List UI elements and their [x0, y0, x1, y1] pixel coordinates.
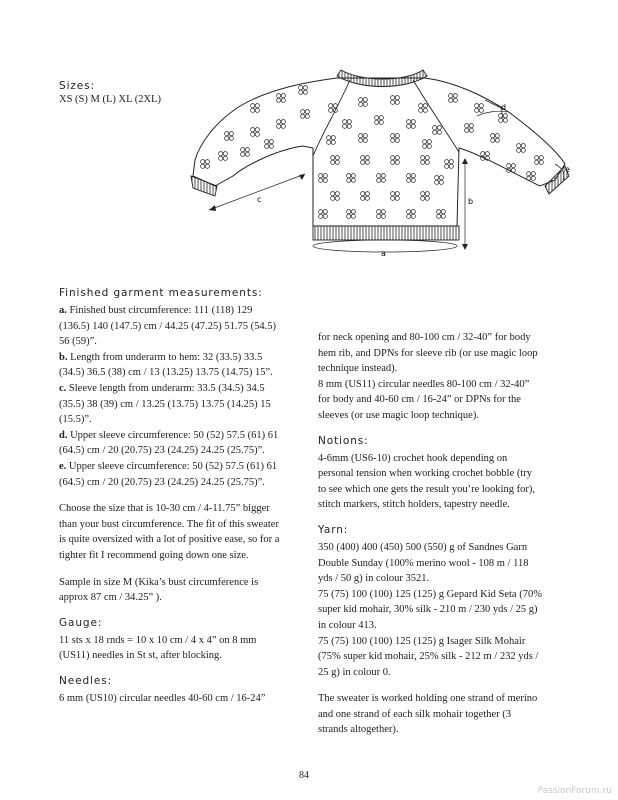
label-c: c: [257, 195, 262, 204]
paragraph-line: (US11) needles in St st, after blocking.: [59, 650, 222, 662]
paragraph-line: sleeves (or use magic loop technique).: [318, 409, 479, 421]
paragraph-line: 75 (75) 100 (100) 125 (125) g Gepard Kid Seta (70%: [318, 588, 542, 600]
sweater-schematic: [185, 68, 580, 268]
measurement-text: Finished bust circumference: 111 (118) 129: [69, 305, 253, 316]
measurement-text: (64.5) cm / 20 (20.75) 23 (24.25) 24.25 (25.75)”.: [59, 445, 265, 457]
paragraph-line: is quite oversized with a lot of positive ease, so for a: [59, 534, 280, 546]
measurement-b: [59, 350, 304, 381]
notions-text: [318, 451, 570, 513]
notions-heading: Notions:: [318, 434, 369, 447]
yarn-text: [318, 540, 570, 680]
paragraph-line: Sample in size M (Kika’s bust circumference is: [59, 576, 259, 588]
sample-paragraph: [59, 575, 304, 606]
paragraph-line: Double Sunday (100% merino wool - 108 m / 118: [318, 557, 529, 569]
needles-heading: Needles:: [59, 674, 113, 687]
needles-text-right: [318, 330, 570, 424]
right-column: [318, 330, 570, 738]
paragraph-line: personal tension when working crochet bobble (try: [318, 468, 533, 480]
paragraph-line: hem rib, and DPNs for sleeve rib (or use magic loop: [318, 347, 538, 359]
label-e: e: [565, 165, 570, 174]
measurement-e: [59, 459, 304, 490]
measurement-key: c.: [59, 382, 67, 394]
label-b: b: [468, 197, 474, 206]
needles-text-left: [59, 691, 304, 707]
yarn-heading: Yarn:: [318, 523, 349, 536]
yarn-note: [318, 691, 570, 738]
paragraph-line: Choose the size that is 10-30 cm / 4-11.75” bigger: [59, 503, 270, 515]
measurement-key: d.: [59, 429, 68, 441]
sizes-heading: Sizes:: [59, 80, 95, 92]
paragraph-line: 6 mm (US10) circular needles 40-60 cm / 16-24”: [59, 692, 266, 704]
label-a: a: [381, 249, 386, 258]
paragraph-line: and one strand of each silk mohair together (3: [318, 708, 512, 720]
measurement-key: b.: [59, 351, 68, 363]
measurement-a: [59, 303, 304, 350]
measurement-text: 56 (59)”.: [59, 336, 97, 348]
measurement-text: Length from underarm to hem: 32 (33.5) 33.5: [70, 351, 263, 363]
measurement-text: Sleeve length from underarm: 33.5 (34.5) 34.5: [68, 382, 265, 394]
sizes-list: XS (S) M (L) XL (2XL): [59, 94, 161, 105]
measurement-text: Upper sleeve circumference: 50 (52) 57.5 (61) 61: [70, 429, 279, 441]
measurement-key: e.: [59, 460, 67, 472]
paragraph-line: 350 (400) 400 (450) 500 (550) g of Sandnes Garn: [318, 541, 528, 553]
paragraph-line: yds / 50 g) in colour 3521.: [318, 573, 430, 585]
paragraph-line: in colour 413.: [318, 619, 377, 631]
paragraph-line: strands altogether).: [318, 724, 399, 736]
gauge-text: [59, 633, 304, 664]
page-number: 84: [299, 770, 309, 781]
paragraph-line: 8 mm (US11) circular needles 80-100 cm / 32-40”: [318, 378, 530, 390]
paragraph-line: The sweater is worked holding one strand of merino: [318, 693, 538, 705]
paragraph-line: 11 sts x 18 rnds = 10 x 10 cm / 4 x 4” on 8 mm: [59, 634, 257, 646]
paragraph-line: stitch markers, stitch holders, tapestry needle.: [318, 499, 510, 511]
measurement-key: a.: [59, 305, 67, 316]
label-d: d: [501, 103, 507, 112]
measurement-text: (136.5) 140 (147.5) cm / 44.25 (47.25) 51.75 (54.5): [59, 320, 276, 332]
left-column: [59, 287, 304, 706]
measurement-d: [59, 428, 304, 459]
gauge-heading: Gauge:: [59, 616, 103, 629]
measurement-text: (34.5) 36.5 (38) cm / 13 (13.25) 13.75 (14.75) 15”.: [59, 367, 273, 379]
measurement-text: (15.5)”.: [59, 414, 92, 426]
paragraph-line: to see which one gets the result you’re looking for),: [318, 483, 535, 495]
choose-size-paragraph: [59, 501, 304, 563]
watermark: PassionForum.ru: [537, 786, 612, 796]
paragraph-line: for body and 40-60 cm / 16-24” or DPNs for the: [318, 394, 521, 406]
paragraph-line: tighter fit I recommend going down one size.: [59, 549, 249, 561]
paragraph-line: super kid mohair, 30% silk - 210 m / 230 yds / 25 g): [318, 604, 538, 616]
paragraph-line: 75 (75) 100 (100) 125 (125) g Isager Silk Mohair: [318, 635, 526, 647]
paragraph-line: than your bust circumference. The fit of this sweater: [59, 518, 279, 530]
sizes-section: [59, 80, 161, 107]
measurement-c: [59, 381, 304, 428]
measurements-heading: Finished garment measurements:: [59, 287, 263, 299]
paragraph-line: for neck opening and 80-100 cm / 32-40” for body: [318, 332, 531, 343]
paragraph-line: 4-6mm (US6-10) crochet hook depending on: [318, 452, 508, 464]
paragraph-line: approx 87 cm / 34.25” ).: [59, 592, 162, 604]
measurement-text: (64.5) cm / 20 (20.75) 23 (24.25) 24.25 (25.75)”.: [59, 476, 265, 488]
paragraph-line: technique instead).: [318, 363, 398, 375]
measurement-text: (35.5) 38 (39) cm / 13.25 (13.75) 13.75 (14.25) 15: [59, 398, 271, 410]
paragraph-line: 25 g) in colour 0.: [318, 666, 391, 678]
measurement-text: Upper sleeve circumference: 50 (52) 57.5 (61) 61: [68, 460, 278, 472]
paragraph-line: (75% super kid mohair, 25% silk - 212 m / 232 yds /: [318, 651, 539, 663]
